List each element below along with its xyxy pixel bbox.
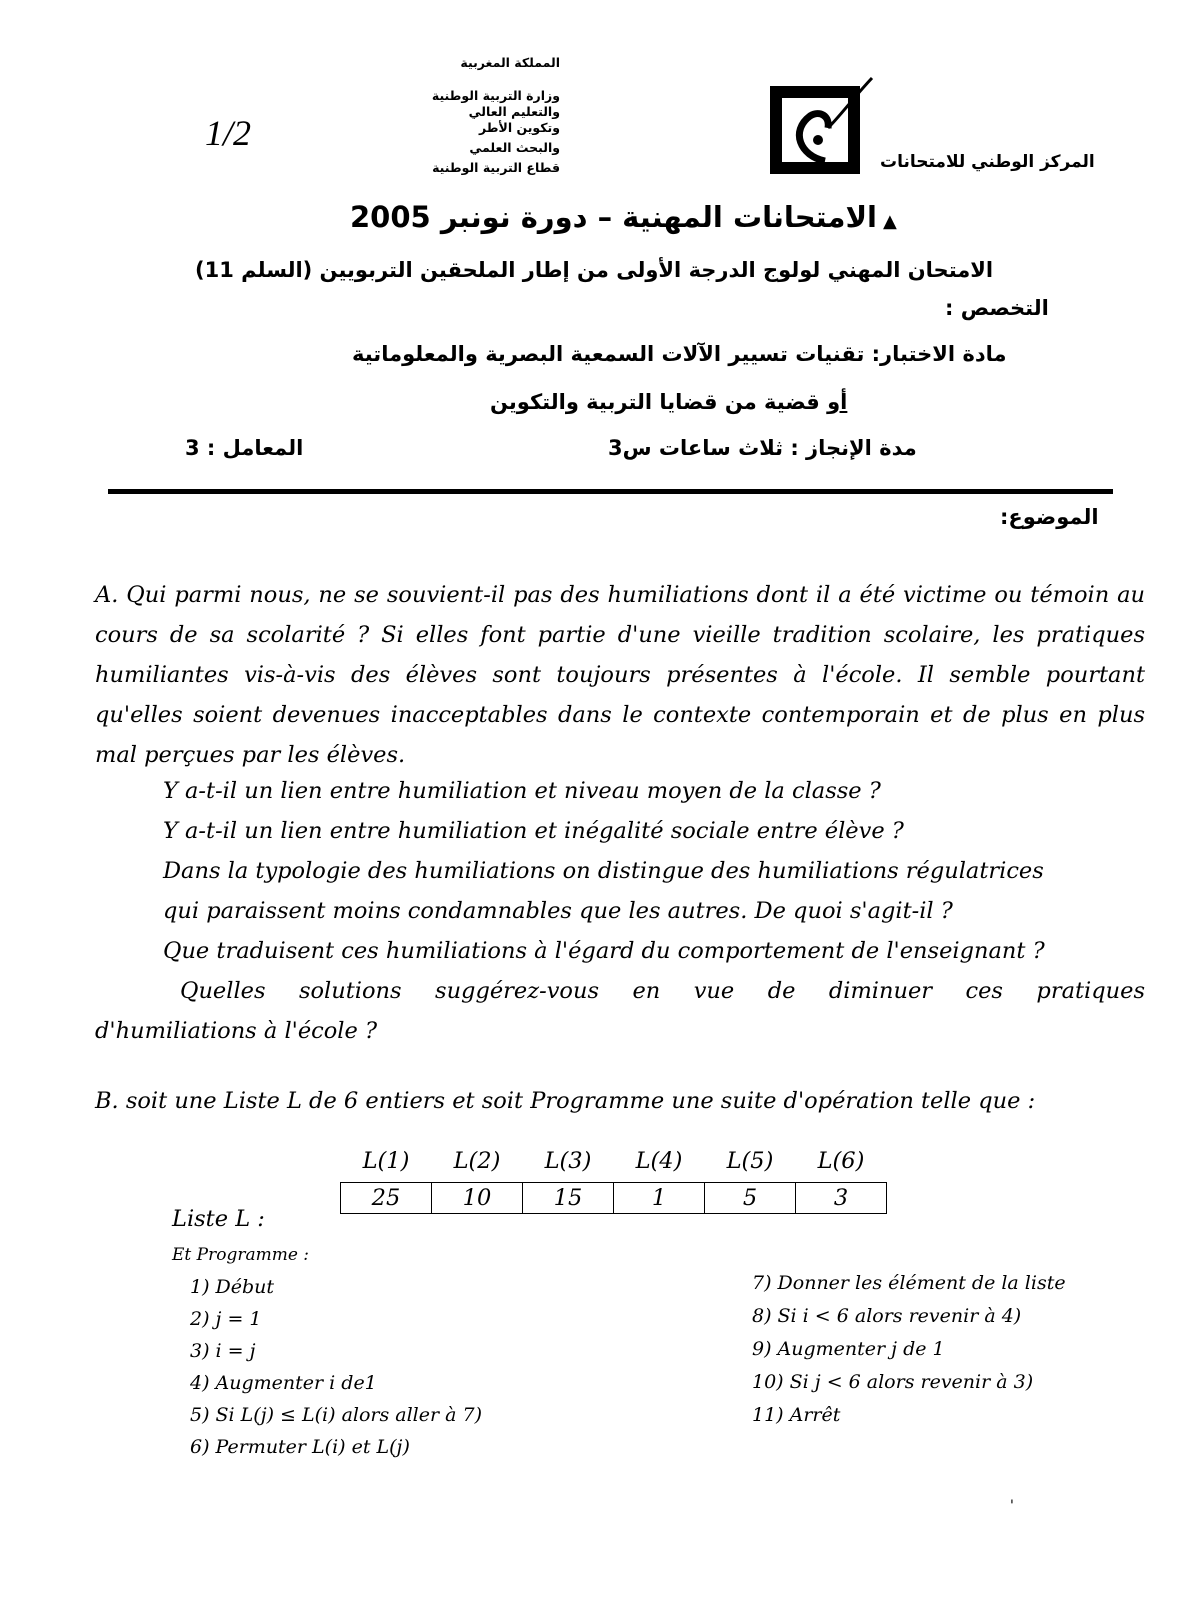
list-header-cell: L(2) (453, 1148, 501, 1174)
program-step: 4) Augmenter i de1 (190, 1372, 377, 1394)
list-value-cell: 1 (614, 1183, 705, 1214)
exam-title-text: الامتحانات المهنية – دورة نونبر 2005 (350, 200, 877, 234)
list-header-cell: L(5) (726, 1148, 774, 1174)
ministry-line: المملكة المغربية (460, 55, 560, 70)
program-step: 5) Si L(j) ≤ L(i) alors aller à 7) (190, 1404, 482, 1426)
exam-description: الامتحان المهني لولوج الدرجة الأولى من إطار الملحقين التربويين (السلم 11) (195, 258, 994, 282)
subject-or: أو (827, 390, 848, 414)
ministry-line: وتكوين الأطر (478, 120, 560, 135)
ministry-line: والتعليم العالي (468, 104, 560, 119)
program-step: 10) Si j < 6 alors revenir à 3) (752, 1371, 1034, 1393)
list-value-cell: 25 (341, 1183, 432, 1214)
list-label: Liste L : (172, 1206, 265, 1232)
subject-line: مادة الاختبار: تقنيات تسيير الآلات السمعية البصرية والمعلوماتية (352, 342, 1007, 366)
exam-centre-name: المركز الوطني للامتحانات (880, 152, 1095, 172)
program-step: 7) Donner les élément de la liste (752, 1272, 1066, 1294)
specialty-label: التخصص : (945, 296, 1049, 320)
ministry-line: وزارة التربية الوطنية (431, 88, 560, 103)
list-header-cell: L(4) (635, 1148, 683, 1174)
exam-title (350, 200, 897, 234)
theme-label: الموضوع: (1000, 505, 1099, 529)
question-line: Y a-t-il un lien entre humiliation et niveau moyen de la classe ? (163, 778, 881, 804)
header-divider (108, 489, 1113, 494)
duration-line: مدة الإنجاز : ثلاث ساعات س3 (608, 436, 917, 460)
question-line: Y a-t-il un lien entre humiliation et inégalité sociale entre élève ? (163, 818, 904, 844)
page-mark: ' (1010, 1498, 1014, 1514)
triangle-icon: ▲ (882, 211, 897, 232)
program-step: 2) j = 1 (190, 1308, 262, 1330)
program-step: 9) Augmenter j de 1 (752, 1338, 945, 1360)
list-header-cell: L(6) (817, 1148, 865, 1174)
question-line: qui paraissent moins condamnables que les autres. De quoi s'agit-il ? (163, 898, 953, 924)
list-header-cell: L(1) (362, 1148, 410, 1174)
program-step: 8) Si i < 6 alors revenir à 4) (752, 1305, 1022, 1327)
list-table (340, 1140, 887, 1214)
page-number: 1/2 (205, 113, 252, 153)
exam-centre-logo (770, 76, 875, 176)
ministry-line: قطاع التربية الوطنية (432, 160, 560, 175)
ministry-line: والبحث العلمي (469, 140, 560, 155)
question-line: Que traduisent ces humiliations à l'égard du comportement de l'enseignant ? (163, 938, 1045, 964)
subject-alternative (490, 390, 847, 414)
question-line: Quelles solutions suggérez-vous en vue de diminuer ces pratiques (180, 978, 1145, 1004)
section-a-paragraph: A. Qui parmi nous, ne se souvient-il pas des humiliations dont il a été victime ou témoin au cours de sa scolarité ? Si elles font partie d'une vieille tradition scolaire, les pratiques humiliantes vis-à-vis des élèves sont toujours présentes à l'école. Il semble pourtant qu'elles soient devenues inacceptables dans le contexte contemporain et de plus en plus mal perçues par les élèves. (95, 582, 1145, 768)
subject-alt-text: قضية من قضايا التربية والتكوين (490, 390, 828, 414)
coefficient-line: المعامل : 3 (185, 436, 304, 460)
list-value-cell: 10 (432, 1183, 523, 1214)
program-step: 3) i = j (190, 1340, 256, 1362)
program-label: Et Programme : (172, 1245, 310, 1265)
program-step: 11) Arrêt (752, 1404, 841, 1426)
question-line: d'humiliations à l'école ? (95, 1018, 378, 1044)
program-step: 1) Début (190, 1276, 275, 1298)
list-value-cell: 15 (523, 1183, 614, 1214)
list-header-cell: L(3) (544, 1148, 592, 1174)
list-value-cell: 3 (796, 1183, 887, 1214)
program-step: 6) Permuter L(i) et L(j) (190, 1436, 410, 1458)
list-value-cell: 5 (705, 1183, 796, 1214)
question-line: Dans la typologie des humiliations on distingue des humiliations régulatrices (163, 858, 1044, 884)
section-b-intro: B. soit une Liste L de 6 entiers et soit Programme une suite d'opération telle que : (95, 1088, 1036, 1114)
